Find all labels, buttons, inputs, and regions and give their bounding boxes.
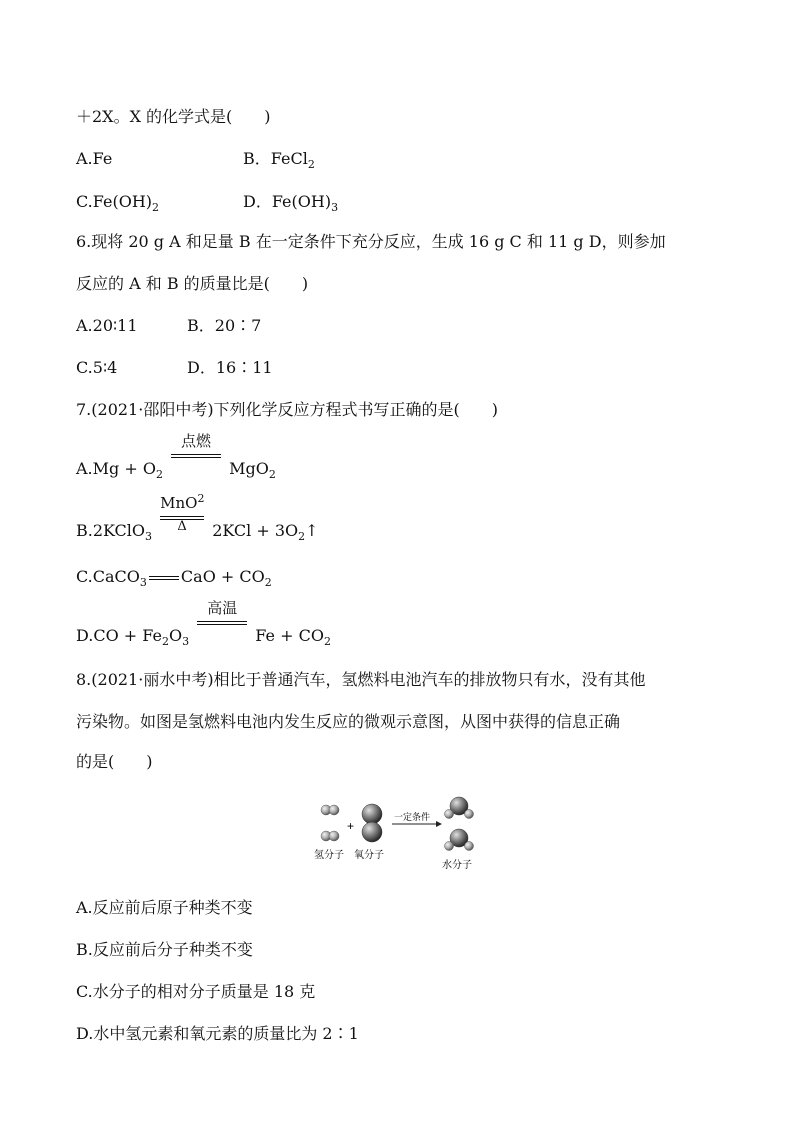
equals-sign bbox=[149, 576, 179, 580]
q5-option-d[interactable]: D．$Fe(OH)_3$ bbox=[243, 192, 339, 214]
q8-stem-line3: 的是( ) bbox=[76, 752, 153, 771]
reaction-micro-diagram bbox=[312, 786, 478, 876]
q6-option-c[interactable]: C.5∶4 bbox=[76, 358, 118, 377]
hydrogen-molecule-1 bbox=[321, 805, 339, 815]
q8-option-b[interactable]: B.反应前后分子种类不变 bbox=[76, 940, 253, 959]
reaction-condition-ignite: 点燃 bbox=[171, 450, 221, 478]
reaction-condition-label: 一定条件 bbox=[394, 813, 431, 823]
plus-sign: + bbox=[347, 819, 355, 833]
hydrogen-molecule-2 bbox=[321, 831, 339, 841]
reaction-condition-catalyst: MnO$^2$ Δ bbox=[160, 492, 205, 534]
water-molecule-2 bbox=[445, 829, 474, 851]
q5-option-b[interactable]: B．FeCl$_2$ bbox=[243, 149, 315, 171]
q7-stem: 7.(2021·邵阳中考)下列化学反应方程式书写正确的是( ) bbox=[76, 400, 499, 419]
q5-option-a[interactable]: A.Fe bbox=[76, 149, 113, 168]
reaction-arrow-head bbox=[436, 821, 442, 827]
label-water-molecule: 水分子 bbox=[442, 860, 472, 871]
q6-option-a[interactable]: A.20∶11 bbox=[76, 316, 138, 335]
molecule-diagram-svg bbox=[312, 786, 478, 876]
q7-option-a[interactable]: $A.Mg + O_2$ 点燃 MgO$_2$ bbox=[76, 432, 276, 481]
q8-option-d[interactable]: D.水中氢元素和氧元素的质量比为 2∶1 bbox=[76, 1024, 359, 1043]
q8-option-a[interactable]: A.反应前后原子种类不变 bbox=[76, 898, 253, 917]
q6-option-b[interactable]: B．20∶7 bbox=[187, 316, 262, 335]
q6-stem-line1: 6.现将 20 g A 和足量 B 在一定条件下充分反应，生成 16 g C 和 11 g D，则参加 bbox=[76, 232, 666, 251]
label-hydrogen-molecule: 氢分子 bbox=[314, 850, 344, 861]
q7-option-b[interactable]: B.2KClO$_3$ MnO$^2$ Δ $2KCl + 3O_2↑$ bbox=[76, 492, 319, 543]
q7-option-d[interactable]: $D.CO + Fe_2O_3$ 高温 $Fe + CO_2$ bbox=[76, 599, 331, 648]
water-molecule-1 bbox=[445, 797, 474, 819]
q8-stem-line2: 污染物。如图是氢燃料电池内发生反应的微观示意图，从图中获得的信息正确 bbox=[76, 712, 621, 731]
label-oxygen-molecule: 氧分子 bbox=[354, 850, 384, 861]
q6-option-d[interactable]: D．16∶11 bbox=[187, 358, 273, 377]
q8-stem-line1: 8.(2021·丽水中考)相比于普通汽车，氢燃料电池汽车的排放物只有水，没有其他 bbox=[76, 670, 646, 689]
q7-option-c[interactable]: C.CaCO$_3$ CaO + $CO_2$ bbox=[76, 567, 272, 589]
q8-option-c[interactable]: C.水分子的相对分子质量是 18 克 bbox=[76, 982, 316, 1001]
q6-stem-line2: 反应的 A 和 B 的质量比是( ) bbox=[76, 274, 309, 293]
reaction-condition-high-temp: 高温 bbox=[197, 617, 247, 645]
oxygen-molecule bbox=[362, 804, 382, 842]
q5-stem-tail: ＋2X。X 的化学式是( ) bbox=[76, 107, 271, 126]
q5-option-c[interactable]: $C.Fe(OH)_2$ bbox=[76, 192, 160, 214]
